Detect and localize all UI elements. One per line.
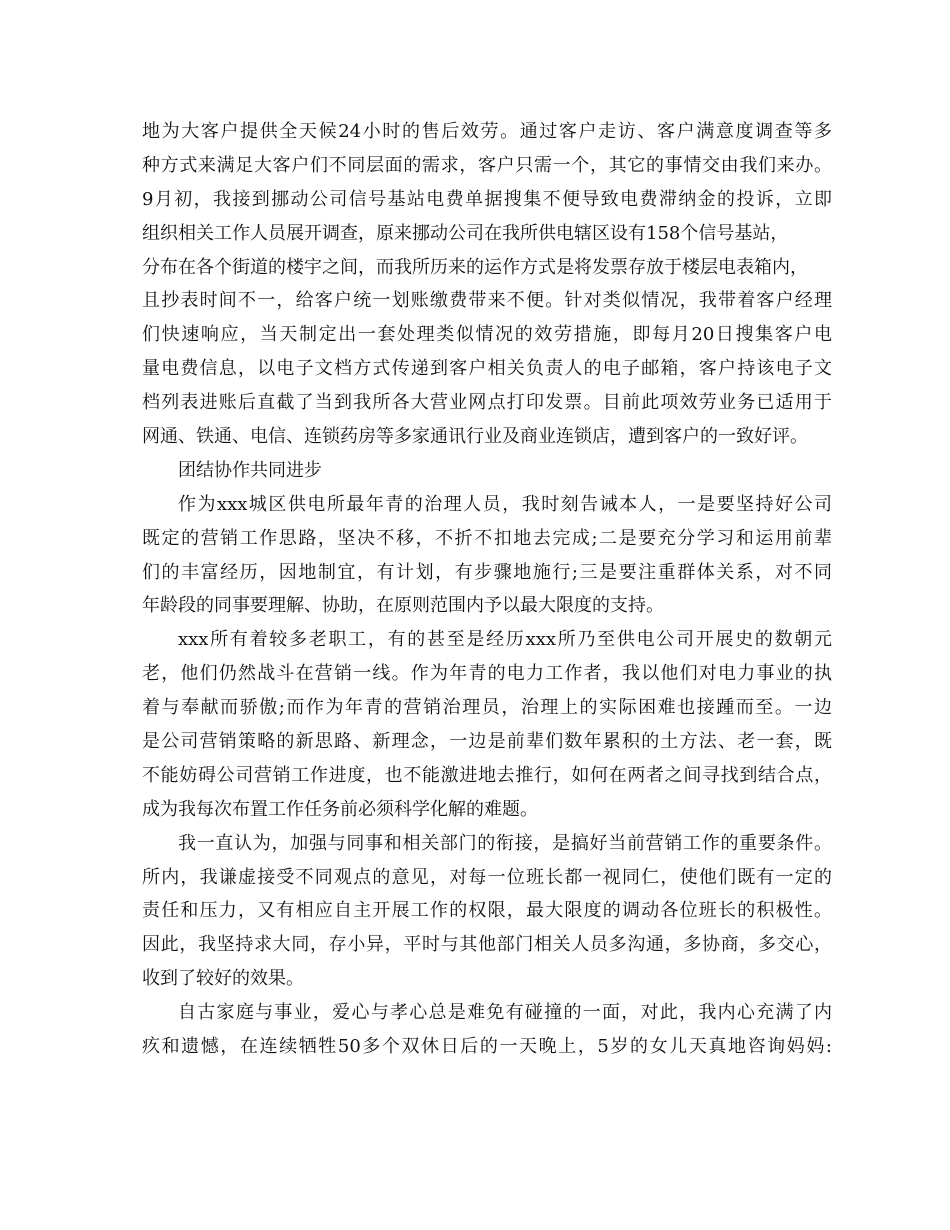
text-line: 9月初，我接到挪动公司信号基站电费单据搜集不便导致电费滞纳金的投诉，立即	[142, 188, 832, 210]
text-line: 种方式来满足大客户们不同层面的需求，客户只需一个，其它的事情交由我们来办。	[142, 154, 832, 176]
text-line: 且抄表时间不一，给客户统一划账缴费带来不便。针对类似情况，我带着客户经理	[142, 290, 832, 312]
text-line: 网通、铁通、电信、连锁药房等多家通讯行业及商业连锁店，遭到客户的一致好评。	[142, 426, 808, 448]
text-line: 不能妨碍公司营销工作进度，也不能激进地去推行，如何在两者之间寻找到结合点，	[142, 764, 832, 786]
body-text	[142, 115, 832, 1064]
text-line: 着与奉献而骄傲;而作为年青的营销治理员，治理上的实际困难也接踵而至。一边	[142, 697, 832, 719]
text-line: 们快速响应，当天制定出一套处理类似情况的效劳措施，即每月20日搜集客户电	[142, 324, 832, 346]
text-line: 分布在各个街道的楼宇之间，而我所历来的运作方式是将发票存放于楼层电表箱内，	[142, 256, 808, 278]
text-line: 年龄段的同事要理解、协助，在原则范围内予以最大限度的支持。	[142, 595, 664, 617]
text-line: xxx所有着较多老职工，有的甚至是经历xxx所乃至供电公司开展史的数朝元	[178, 629, 832, 651]
text-line: 自古家庭与事业，爱心与孝心总是难免有碰撞的一面，对此，我内心充满了内	[178, 1002, 832, 1024]
text-line: 既定的营销工作思路，坚决不移，不折不扣地去完成;二是要充分学习和运用前辈	[142, 527, 832, 549]
text-line: 作为xxx城区供电所最年青的治理人员，我时刻告诫本人，一是要坚持好公司	[178, 493, 832, 515]
text-line: 们的丰富经历，因地制宜，有计划，有步骤地施行;三是要注重群体关系，对不同	[142, 561, 832, 583]
text-line: 收到了较好的效果。	[142, 968, 304, 990]
text-line: 所内，我谦虚接受不同观点的意见，对每一位班长都一视同仁，使他们既有一定的	[142, 866, 832, 888]
text-line: 因此，我坚持求大同，存小异，平时与其他部门相关人员多沟通，多协商，多交心，	[142, 934, 832, 956]
text-line: 成为我每次布置工作任务前必须科学化解的难题。	[142, 798, 538, 820]
text-line: 档列表进账后直截了当到我所各大营业网点打印发票。目前此项效劳业务已适用于	[142, 392, 832, 414]
text-line: 团结协作共同进步	[178, 459, 322, 481]
text-line: 责任和压力，又有相应自主开展工作的权限，最大限度的调动各位班长的积极性。	[142, 900, 832, 922]
text-line: 是公司营销策略的新思路、新理念，一边是前辈们数年累积的土方法、老一套，既	[142, 731, 832, 753]
text-line: 老，他们仍然战斗在营销一线。作为年青的电力工作者，我以他们对电力事业的执	[142, 663, 832, 685]
text-line: 地为大客户提供全天候24小时的售后效劳。通过客户走访、客户满意度调查等多	[142, 121, 832, 142]
text-line: 我一直认为，加强与同事和相关部门的衔接，是搞好当前营销工作的重要条件。	[178, 832, 832, 854]
text-line: 疚和遗憾，在连续牺牲50多个双休日后的一天晚上，5岁的女儿天真地咨询妈妈:	[142, 1036, 832, 1058]
text-line: 组织相关工作人员展开调查，原来挪动公司在我所供电辖区设有158个信号基站，	[142, 222, 789, 244]
text-line: 量电费信息，以电子文档方式传递到客户相关负责人的电子邮箱，客户持该电子文	[142, 358, 832, 380]
